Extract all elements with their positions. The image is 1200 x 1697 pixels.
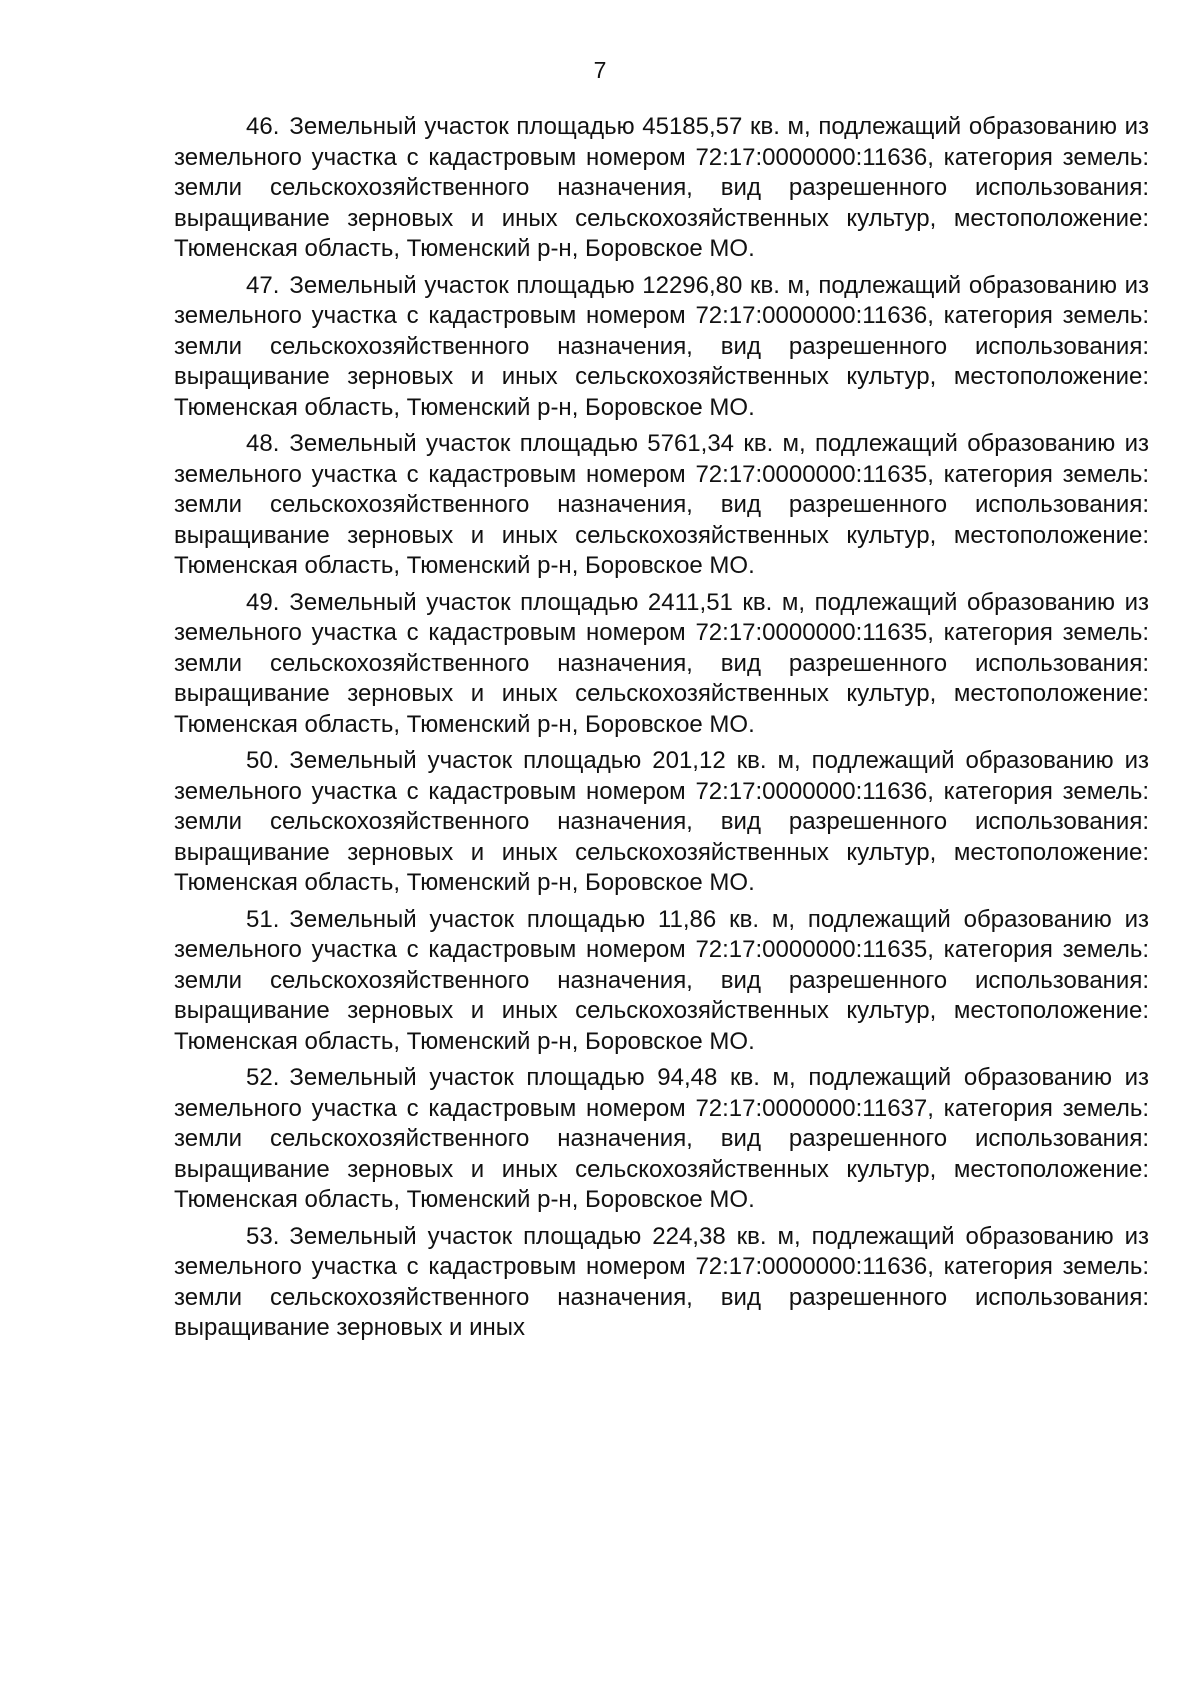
item-number: 49. [246,588,280,616]
item-text: Земельный участок площадью 5761,34 кв. м, подлежащий образованию из земельного участка с кадастровым номером 72:17:0000000:11635, категория земель: земли сельскохозяйственного назначения, вид разрешенного использования: выращивание зерновых и иных сельскохозяйственных культур, местоположение: Тюменская область, Тюменский р-н, Боровское МО. [174,430,1149,579]
item-text: Земельный участок площадью 94,48 кв. м, подлежащий образованию из земельного участка с кадастровым номером 72:17:0000000:11637, категория земель: земли сельскохозяйственного назначения, вид разрешенного использования: выращивание зерновых и иных сельскохозяйственных культур, местоположение: Тюменская область, Тюменский р-н, Боровское МО. [174,1064,1149,1213]
item-text: Земельный участок площадью 201,12 кв. м, подлежащий образованию из земельного участка с кадастровым номером 72:17:0000000:11636, категория земель: земли сельскохозяйственного назначения, вид разрешенного использования: выращивание зерновых и иных сельскохозяйственных культур, местоположение: Тюменская область, Тюменский р-н, Боровское МО. [174,747,1149,896]
item-number: 50. [246,747,280,774]
item-number: 52. [246,1064,280,1091]
item-text: Земельный участок площадью 11,86 кв. м, подлежащий образованию из земельного участка с кадастровым номером 72:17:0000000:11635, категория земель: земли сельскохозяйственного назначения, вид разрешенного использования: выращивание зерновых и иных сельскохозяйственных культур, местоположение: Тюменская область, Тюменский р-н, Боровское МО. [174,905,1149,1055]
list-item [174,1063,1149,1216]
item-text: Земельный участок площадью 224,38 кв. м, подлежащий образованию из земельного участка с кадастровым номером 72:17:0000000:11636, категория земель: земли сельскохозяйственного назначения, вид разрешенного использования: выращивание зерновых и иных [174,1222,1149,1341]
list-item [174,588,1149,741]
item-text: Земельный участок площадью 12296,80 кв. м, подлежащий образованию из земельного участка с кадастровым номером 72:17:0000000:11636, категория земель: земли сельскохозяйственного назначения, вид разрешенного использования: выращивание зерновых и иных сельскохозяйственных культур, местоположение: Тюменская область, Тюменский р-н, Боровское МО. [174,271,1149,421]
list-item [174,1222,1149,1344]
list-item [174,112,1149,265]
item-number: 51. [246,905,280,933]
list-item [174,905,1149,1058]
item-text: Земельный участок площадью 45185,57 кв. м, подлежащий образованию из земельного участка с кадастровым номером 72:17:0000000:11636, категория земель: земли сельскохозяйственного назначения, вид разрешенного использования: выращивание зерновых и иных сельскохозяйственных культур, местоположение: Тюменская область, Тюменский р-н, Боровское МО. [174,113,1149,262]
list-item [174,746,1149,899]
item-number: 53. [246,1222,280,1250]
page-number: 7 [593,57,607,83]
list-item [174,429,1149,582]
list-item [174,271,1149,424]
document-body [174,112,1149,1350]
item-number: 47. [246,271,280,299]
item-number: 46. [246,113,280,140]
item-number: 48. [246,430,280,457]
item-text: Земельный участок площадью 2411,51 кв. м, подлежащий образованию из земельного участка с кадастровым номером 72:17:0000000:11635, категория земель: земли сельскохозяйственного назначения, вид разрешенного использования: выращивание зерновых и иных сельскохозяйственных культур, местоположение: Тюменская область, Тюменский р-н, Боровское МО. [174,588,1149,738]
